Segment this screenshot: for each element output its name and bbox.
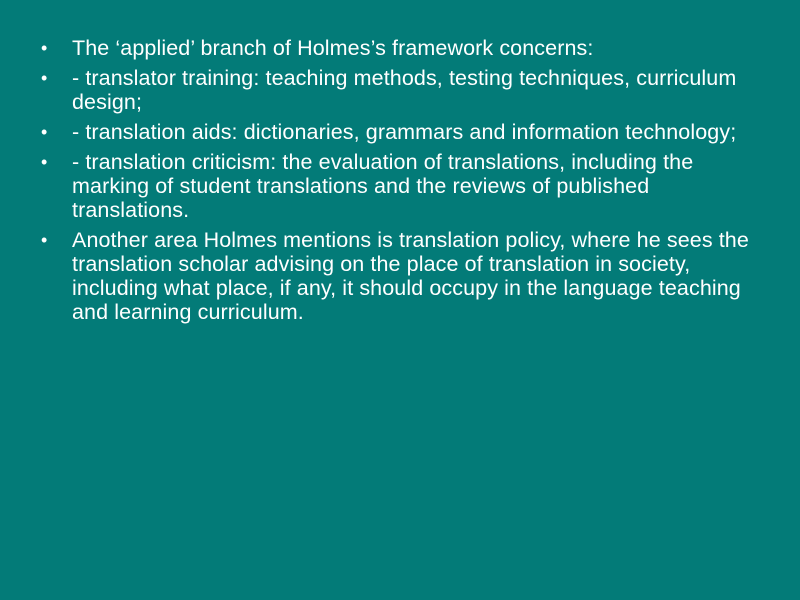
bullet-text: - translation criticism: the evaluation of translations, including the marking of student translations and the reviews of published translations. xyxy=(72,150,694,222)
bullet-item-translator-training xyxy=(34,66,760,114)
bullet-item-translation-aids xyxy=(34,120,760,144)
bullet-item-applied-branch xyxy=(34,36,760,60)
bullet-list xyxy=(34,36,760,324)
bullet-item-translation-criticism xyxy=(34,150,760,222)
bullet-item-translation-policy xyxy=(34,228,760,324)
bullet-text: - translation aids: dictionaries, grammars and information technology; xyxy=(72,120,737,144)
bullet-text: - translator training: teaching methods, testing techniques, curriculum design; xyxy=(72,66,737,114)
bullet-icon: • xyxy=(41,152,48,172)
bullet-icon: • xyxy=(41,68,48,88)
bullet-icon: • xyxy=(41,122,48,142)
bullet-text: Another area Holmes mentions is translation policy, where he sees the translation scholar advising on the place of translation in society, including what place, if any, it should occupy in the language teaching and learning curriculum. xyxy=(72,228,749,324)
bullet-icon: • xyxy=(41,38,48,58)
bullet-text: The ‘applied’ branch of Holmes’s framework concerns: xyxy=(72,36,594,60)
bullet-icon: • xyxy=(41,230,48,250)
